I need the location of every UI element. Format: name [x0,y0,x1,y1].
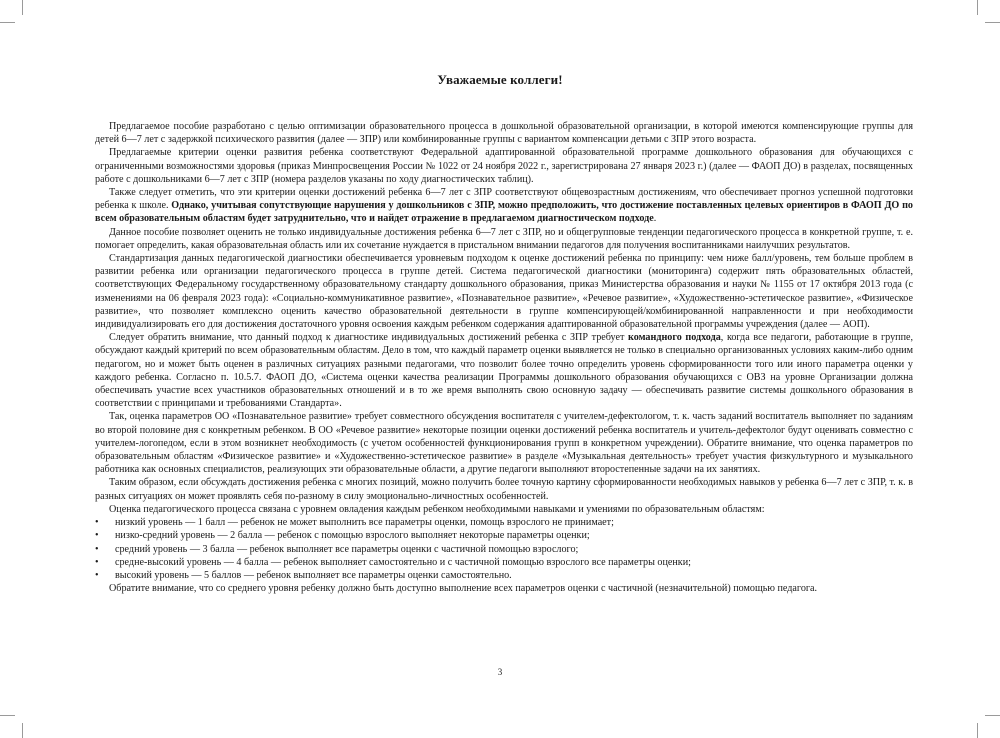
crop-mark-top-left [22,0,23,15]
crop-mark-bottom-right [977,723,978,738]
paragraph: Так, оценка параметров ОО «Познавательное развитие» требует совместного обсуждения воспитателя с учителем-дефектологом, т. к. часть заданий воспитатель выполняет по заданиям во второй половине дня с конкретным ребенком. В ОО «Речевое развитие» некоторые позиции оценки достижений ребенка воспитатель и учитель-дефектолог будут оценивать совместно с учителем-логопедом, если в этом возникнет необходимость (с учетом особенностей функционирования групп в конкретном учреждении). Обратите внимание, что оценка параметров по образовательным областям «Физическое развитие» и «Художественно-эстетическое развитие» в разделе «Музыкальная деятельность» требует участия физкультурного и музыкального работника как основных специалистов, реализующих эти образовательные области, а другие педагоги выполняют второстепенные задачи на их занятиях. [95,411,913,476]
crop-mark-right-bottom [985,715,1000,716]
crop-mark-top-right [977,0,978,15]
crop-mark-bottom-left [22,723,23,738]
paragraph: Таким образом, если обсуждать достижения ребенка с многих позиций, можно получить более точную картину сформированности необходимых навыков у ребенка 6—7 лет с ЗПР, т. к. в разных ситуациях он может проявлять себя по-разному в силу эмоционально-личностных особенностей. [95,477,914,502]
bold-team-approach: командного подхода [628,332,721,344]
levels-list [95,516,913,582]
bullet-icon: • [95,556,99,568]
paragraph: Оценка педагогического процесса связана с уровнем овладения каждым ребенком необходимыми навыками и умениями по образовательным областям: [109,503,765,515]
paragraph: Стандартизация данных педагогической диагностики обеспечивается уровневым подходом к оценке достижений ребенка по принципу: чем ниже балл/уровень, тем больше проблем в развитии ребенка или организации педагогического процесса в группе детей. Система педагогической диагностики (мониторинга) содержит пять образовательных областей, соответствующих Федеральному государственному образовательному стандарту дошкольного образования, приказ Министерства образования и науки № 1155 от 17 октября 2013 года (с изменениями на 06 февраля 2023 года): «Социально-коммуникативное развитие», «Познавательное развитие», «Речевое развитие», «Художественно-эстетическое развитие», «Физическое развитие», что позволяет комплексно оценить качество образовательной деятельности в группе компенсирующей/комбинированной направленности и при необходимости индивидуализировать его для достижения достаточного уровня освоения каждым ребенком содержания адаптированной образовательной программы учреждения (далее — АОП). [95,253,913,331]
bullet-icon: • [95,569,99,581]
paragraph: Предлагаемое пособие разработано с целью оптимизации образовательного процесса в дошкольной образовательной организации, в которой имеются компенсирующие группы для детей 6—7 лет с задержкой психического развития (далее — ЗПР) или комбинированные группы с вариантом компенсации детьми с ЗПР этого возраста. [95,121,913,146]
crop-mark-left-bottom [0,715,15,716]
list-item: • низкий уровень — 1 балл — ребенок не может выполнить все параметры оценки, помощь взрослого не принимает; [95,517,614,529]
bullet-icon: • [95,543,99,555]
paragraph: Данное пособие позволяет оценить не только индивидуальные достижения ребенка 6—7 лет с ЗПР, но и общегрупповые тенденции педагогического процесса в конкретной группе, т. е. помогает определить, какая образовательная область или их сочетание нуждается в пристальном внимании педагогов для получения воспитанниками наилучших результатов. [95,226,913,251]
bullet-icon: • [95,530,99,542]
page-number: 3 [497,667,503,677]
page-title: Уважаемые коллеги! [437,72,563,87]
bold-statement: Однако, учитывая сопутствующие нарушения у дошкольников с ЗПР, можно предположить, что достижение поставленных целевых ориентиров в ФАОП ДО по всем образовательным областям будет затруднительно, что и найдет отражение в предлагаемом диагностическом подходе [95,200,913,225]
closing-paragraph: Обратите внимание, что со среднего уровня ребенку должно быть доступно выполнение всех параметров оценки с частичной (незначительной) помощью педагога. [109,583,818,595]
paragraph: Следует обратить внимание, что данный подход к диагностике индивидуальных достижений ребенка с ЗПР требует командного подхода, когда все педагоги, работающие в группе, обсуждают каждый критерий по всем образовательным областям. Дело в том, что каждый параметр оценки выявляется не только в специально организованных условиях каким-либо одним педагогом, но и может быть оценен в различных ситуациях разными педагогами, что позволит более точно определить уровень сформированности того или иного параметра оценки у каждого ребенка. Согласно п. 10.5.7. ФАОП ДО, «Система оценки качества реализации Программы дошкольного образования обучающихся с ОВЗ на уровне Организации должна обеспечивать участие всех участников образовательных отношений и в то же время выполнять свою основную задачу — обеспечивать развитие системы дошкольного образования в соответствии с принципами и требованиями Стандарта». [95,332,914,410]
bullet-icon: • [95,517,99,529]
list-item: • высокий уровень — 5 баллов — ребенок выполняет все параметры оценки самостоятельно. [95,569,512,581]
list-item: • средне-высокий уровень — 4 балла — ребенок выполняет самостоятельно и с частичной помощью взрослого все параметры оценки; [95,556,691,568]
paragraph: Также следует отметить, что эти критерии оценки достижений ребенка 6—7 лет с ЗПР соответствуют общевозрастным достижениям, что обеспечивает прогноз успешной подготовки ребенка к школе. Однако, учитывая сопутствующие нарушения у дошкольников с ЗПР, можно предположить, что достижение поставленных целевых ориентиров в ФАОП ДО по всем образовательным областям будет затруднительно, что и найдет отражение в предлагаемом диагностическом подходе. [95,187,913,225]
list-item: • средний уровень — 3 балла — ребенок выполняет все параметры оценки с частичной помощью взрослого; [95,543,579,555]
body-text [95,120,913,595]
crop-mark-right-top [985,22,1000,23]
list-item: • низко-средний уровень — 2 балла — ребенок с помощью взрослого выполняет некоторые параметры оценки; [95,530,590,542]
crop-mark-left-top [0,22,15,23]
paragraph: Предлагаемые критерии оценки развития ребенка соответствуют Федеральной адаптированной образовательной программе дошкольного образования для обучающихся с ограниченными возможностями здоровья (приказ Минпросвещения России № 1022 от 24 ноября 2022 г., зарегистрирована 27 января 2023 г.) (далее — ФАОП ДО) в разделах, посвященных работе с дошкольниками 6—7 лет с ЗПР (номера разделов указаны по ходу диагностических таблиц). [95,147,913,185]
